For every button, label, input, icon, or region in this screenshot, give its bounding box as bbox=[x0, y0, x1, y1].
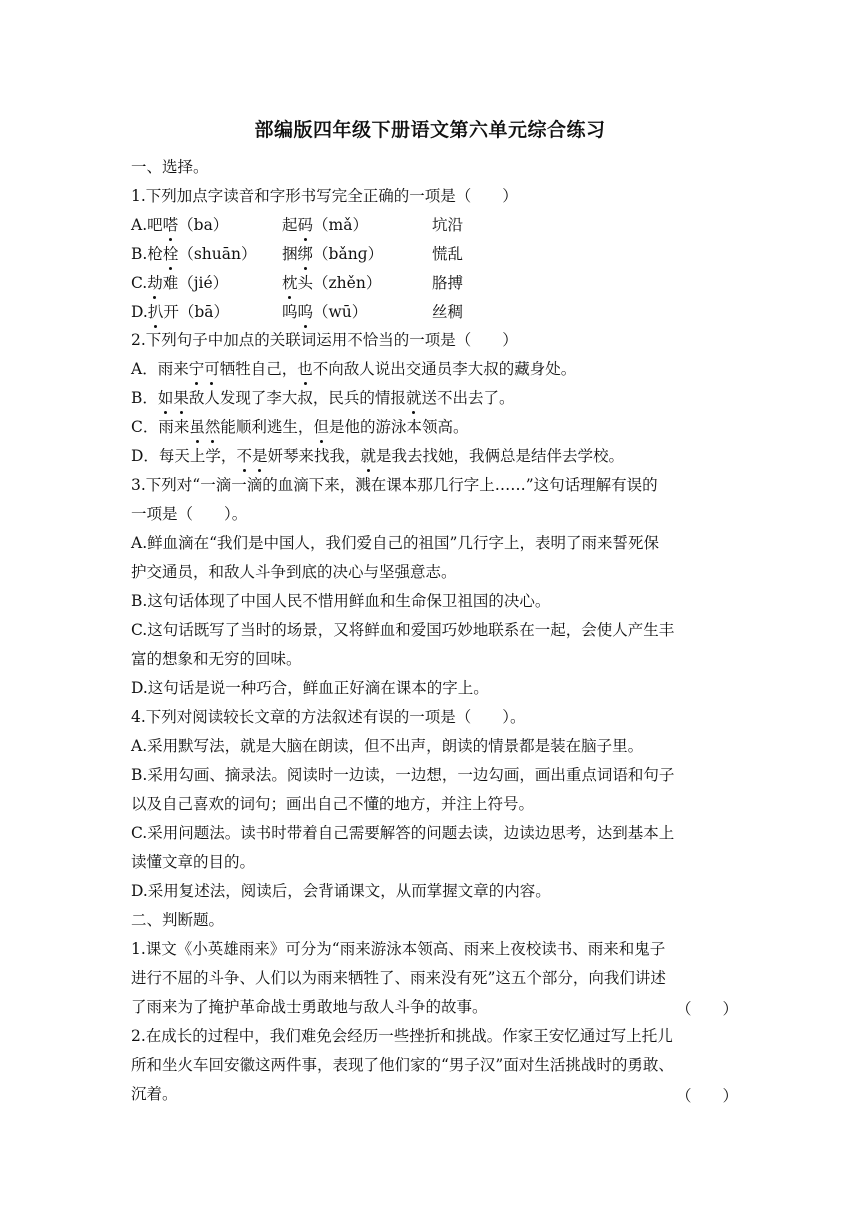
q3-option-c-line2: 富的想象和无穷的回味。 bbox=[131, 650, 302, 668]
q1-option-a-col3: 坑沿 bbox=[432, 216, 464, 234]
q1-option-c-col2: 枕头（zhěn） bbox=[282, 274, 382, 292]
q3-option-a-line2: 护交通员，和敌人斗争到底的决心与坚强意志。 bbox=[131, 563, 457, 581]
section-heading-judgment: 二、判断题。 bbox=[131, 911, 225, 929]
q1-option-b-col3: 慌乱 bbox=[432, 245, 464, 263]
q2-option-a: A．雨来宁可牺牲自己，也不向敌人说出交通员李大叔的藏身处。 bbox=[131, 360, 577, 378]
judgment-2-line1: 2.在成长的过程中，我们难免会经历一些挫折和挑战。作家王安忆通过写上托儿 bbox=[131, 1027, 673, 1045]
question-4-stem: 4.下列对阅读较长文章的方法叙述有误的一项是（ ）。 bbox=[131, 708, 526, 726]
page-title: 部编版四年级下册语文第六单元综合练习 bbox=[254, 119, 606, 141]
question-1-stem: 1.下列加点字读音和字形书写完全正确的一项是（ ） bbox=[131, 187, 518, 205]
q3-option-a-line1: A.鲜血滴在“我们是中国人，我们爱自己的祖国”几行字上，表明了雨来誓死保 bbox=[131, 534, 659, 552]
judgment-2-line3: 沉着。 bbox=[131, 1085, 178, 1103]
q1-option-c-col3: 胳搏 bbox=[432, 274, 464, 292]
q2-option-b: B．如果敌人发现了李大叔，民兵的情报就送不出去了。 bbox=[131, 389, 515, 407]
q4-option-d: D.采用复述法，阅读后，会背诵课文，从而掌握文章的内容。 bbox=[131, 882, 551, 900]
judgment-2-line2: 所和坐火车回安徽这两件事，表现了他们家的“男子汉”面对生活挑战时的勇敢、 bbox=[131, 1056, 674, 1074]
judgment-1-line2: 进行不屈的斗争、人们以为雨来牺牲了、雨来没有死”这五个部分，向我们讲述 bbox=[131, 969, 666, 987]
q4-option-c-line1: C.采用问题法。读书时带着自己需要解答的问题去读，边读边思考，达到基本上 bbox=[131, 824, 675, 842]
q1-option-a-col1: A.吧嗒（ba） bbox=[131, 216, 229, 234]
q1-option-c-col1: C.劫难（jié） bbox=[131, 274, 229, 292]
q1-option-d-col2: 呜呜（wū） bbox=[282, 303, 368, 321]
question-2-stem: 2.下列句子中加点的关联词运用不恰当的一项是（ ） bbox=[131, 331, 518, 349]
section-heading-choice: 一、选择。 bbox=[131, 158, 209, 176]
q2-option-c: C．雨来虽然能顺利逃生，但是他的游泳本领高。 bbox=[131, 418, 469, 436]
q4-option-c-line2: 读懂文章的目的。 bbox=[131, 853, 256, 871]
q4-option-b-line2: 以及自己喜欢的词句；画出自己不懂的地方，并注上符号。 bbox=[131, 795, 535, 813]
q3-option-c-line1: C.这句话既写了当时的场景，又将鲜血和爱国巧妙地联系在一起，会使人产生丰 bbox=[131, 621, 675, 639]
q3-option-d: D.这句话是说一种巧合，鲜血正好滴在课本的字上。 bbox=[131, 679, 489, 697]
q4-option-a: A.采用默写法，就是大脑在朗读，但不出声，朗读的情景都是装在脑子里。 bbox=[131, 737, 644, 755]
q1-option-b-col1: B.枪栓（shuān） bbox=[131, 245, 257, 263]
judgment-2-answer-blank[interactable]: （ ） bbox=[676, 1087, 739, 1105]
q1-option-b-col2: 捆绑（bǎnɡ） bbox=[282, 245, 384, 263]
q4-option-b-line1: B.采用勾画、摘录法。阅读时一边读，一边想，一边勾画，画出重点词语和句子 bbox=[131, 766, 675, 784]
q1-option-d-col1: D.扒开（bā） bbox=[131, 303, 229, 321]
judgment-1-line1: 1.课文《小英雄雨来》可分为“雨来游泳本领高、雨来上夜校读书、雨来和鬼子 bbox=[131, 940, 666, 958]
question-3-stem-line2: 一项是（ ）。 bbox=[131, 505, 248, 523]
judgment-1-line3: 了雨来为了掩护革命战士勇敢地与敌人斗争的故事。 bbox=[131, 998, 488, 1016]
q3-option-b: B.这句话体现了中国人民不惜用鲜血和生命保卫祖国的决心。 bbox=[131, 592, 551, 610]
q2-option-d: D．每天上学，不是妍琴来找我，就是我去找她，我俩总是结伴去学校。 bbox=[131, 447, 625, 465]
q1-option-a-col2: 起码（mǎ） bbox=[282, 216, 368, 234]
judgment-1-answer-blank[interactable]: （ ） bbox=[676, 1000, 739, 1018]
question-3-stem-line1: 3.下列对“一滴一滴的血滴下来，溅在课本那几行字上……”这句话理解有误的 bbox=[131, 476, 658, 494]
q1-option-d-col3: 丝稠 bbox=[432, 303, 464, 321]
